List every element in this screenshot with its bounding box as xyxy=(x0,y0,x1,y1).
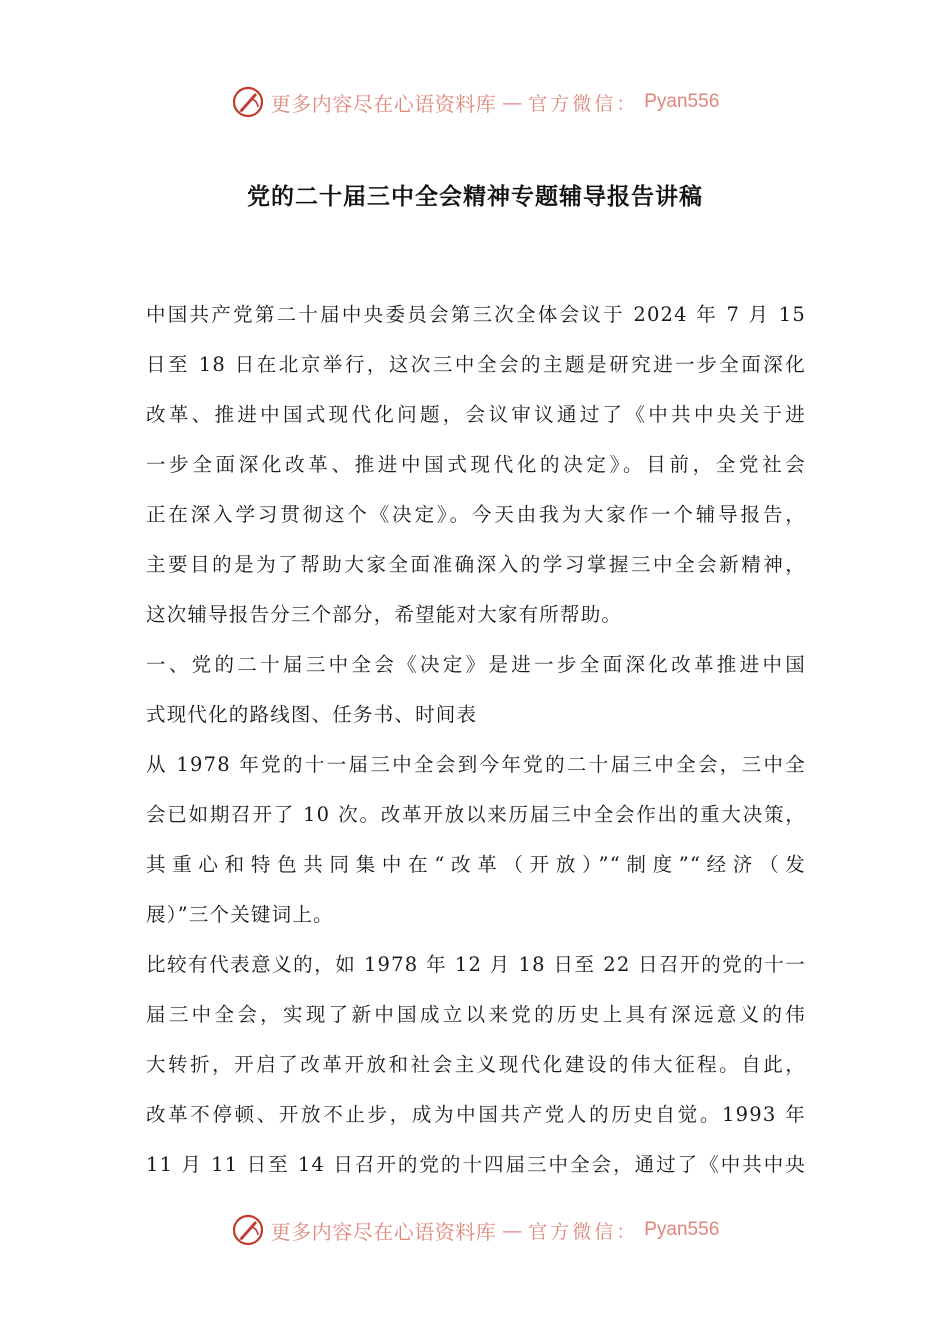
section-heading-line: 一、党的二十届三中全会《决定》是进一步全面深化改革推进中国 xyxy=(146,653,806,676)
watermark-wechat-label: 官方微信： xyxy=(528,92,639,115)
body-line: 其重心和特色共同集中在“改革（开放）”“制度”“经济（发 xyxy=(146,853,806,876)
body-line: 这次辅导报告分三个部分，希望能对大家有所帮助。 xyxy=(146,603,623,626)
body-line: 会已如期召开了 10 次。改革开放以来历届三中全会作出的重大决策， xyxy=(146,803,806,826)
body-line: 展）”三个关键词上。 xyxy=(146,903,334,926)
quill-pen-logo-icon xyxy=(231,85,265,119)
watermark-dash: — xyxy=(502,90,523,114)
watermark-wechat-label: 官方微信： xyxy=(528,1220,639,1243)
body-line: 届三中全会，实现了新中国成立以来党的历史上具有深远意义的伟 xyxy=(146,1003,806,1026)
document-body xyxy=(146,290,806,1190)
document-title: 党的二十届三中全会精神专题辅导报告讲稿 xyxy=(247,184,703,210)
watermark-footer xyxy=(0,1210,950,1250)
body-line: 11 月 11 日至 14 日召开的党的十四届三中全会，通过了《中共中央 xyxy=(146,1153,806,1176)
watermark-wechat-id: Pyan556 xyxy=(644,1219,720,1240)
body-line: 日至 18 日在北京举行，这次三中全会的主题是研究进一步全面深化 xyxy=(146,353,806,376)
watermark-dash: — xyxy=(502,1218,523,1242)
body-line: 改革不停顿、开放不止步，成为中国共产党人的历史自觉。1993 年 xyxy=(146,1103,806,1126)
body-line: 改革、推进中国式现代化问题，会议审议通过了《中共中央关于进 xyxy=(146,403,806,426)
body-line: 中国共产党第二十届中央委员会第三次全体会议于 2024 年 7 月 15 xyxy=(146,303,806,326)
body-line: 大转折，开启了改革开放和社会主义现代化建设的伟大征程。自此， xyxy=(146,1053,806,1076)
quill-pen-logo-icon xyxy=(231,1213,265,1247)
body-line: 从 1978 年党的十一届三中全会到今年党的二十届三中全会，三中全 xyxy=(146,753,806,776)
section-heading-line: 式现代化的路线图、任务书、时间表 xyxy=(146,703,478,726)
watermark-main-text: 更多内容尽在心语资料库 xyxy=(270,91,497,116)
body-line: 一步全面深化改革、推进中国式现代化的决定》。目前，全党社会 xyxy=(146,453,806,476)
body-line: 正在深入学习贯彻这个《决定》。今天由我为大家作一个辅导报告， xyxy=(146,503,806,526)
watermark-wechat-id: Pyan556 xyxy=(644,91,720,112)
watermark-main-text: 更多内容尽在心语资料库 xyxy=(270,1219,497,1244)
watermark-header xyxy=(0,82,950,122)
body-line: 主要目的是为了帮助大家全面准确深入的学习掌握三中全会新精神， xyxy=(146,553,806,576)
body-line: 比较有代表意义的，如 1978 年 12 月 18 日至 22 日召开的党的十一 xyxy=(146,953,806,976)
